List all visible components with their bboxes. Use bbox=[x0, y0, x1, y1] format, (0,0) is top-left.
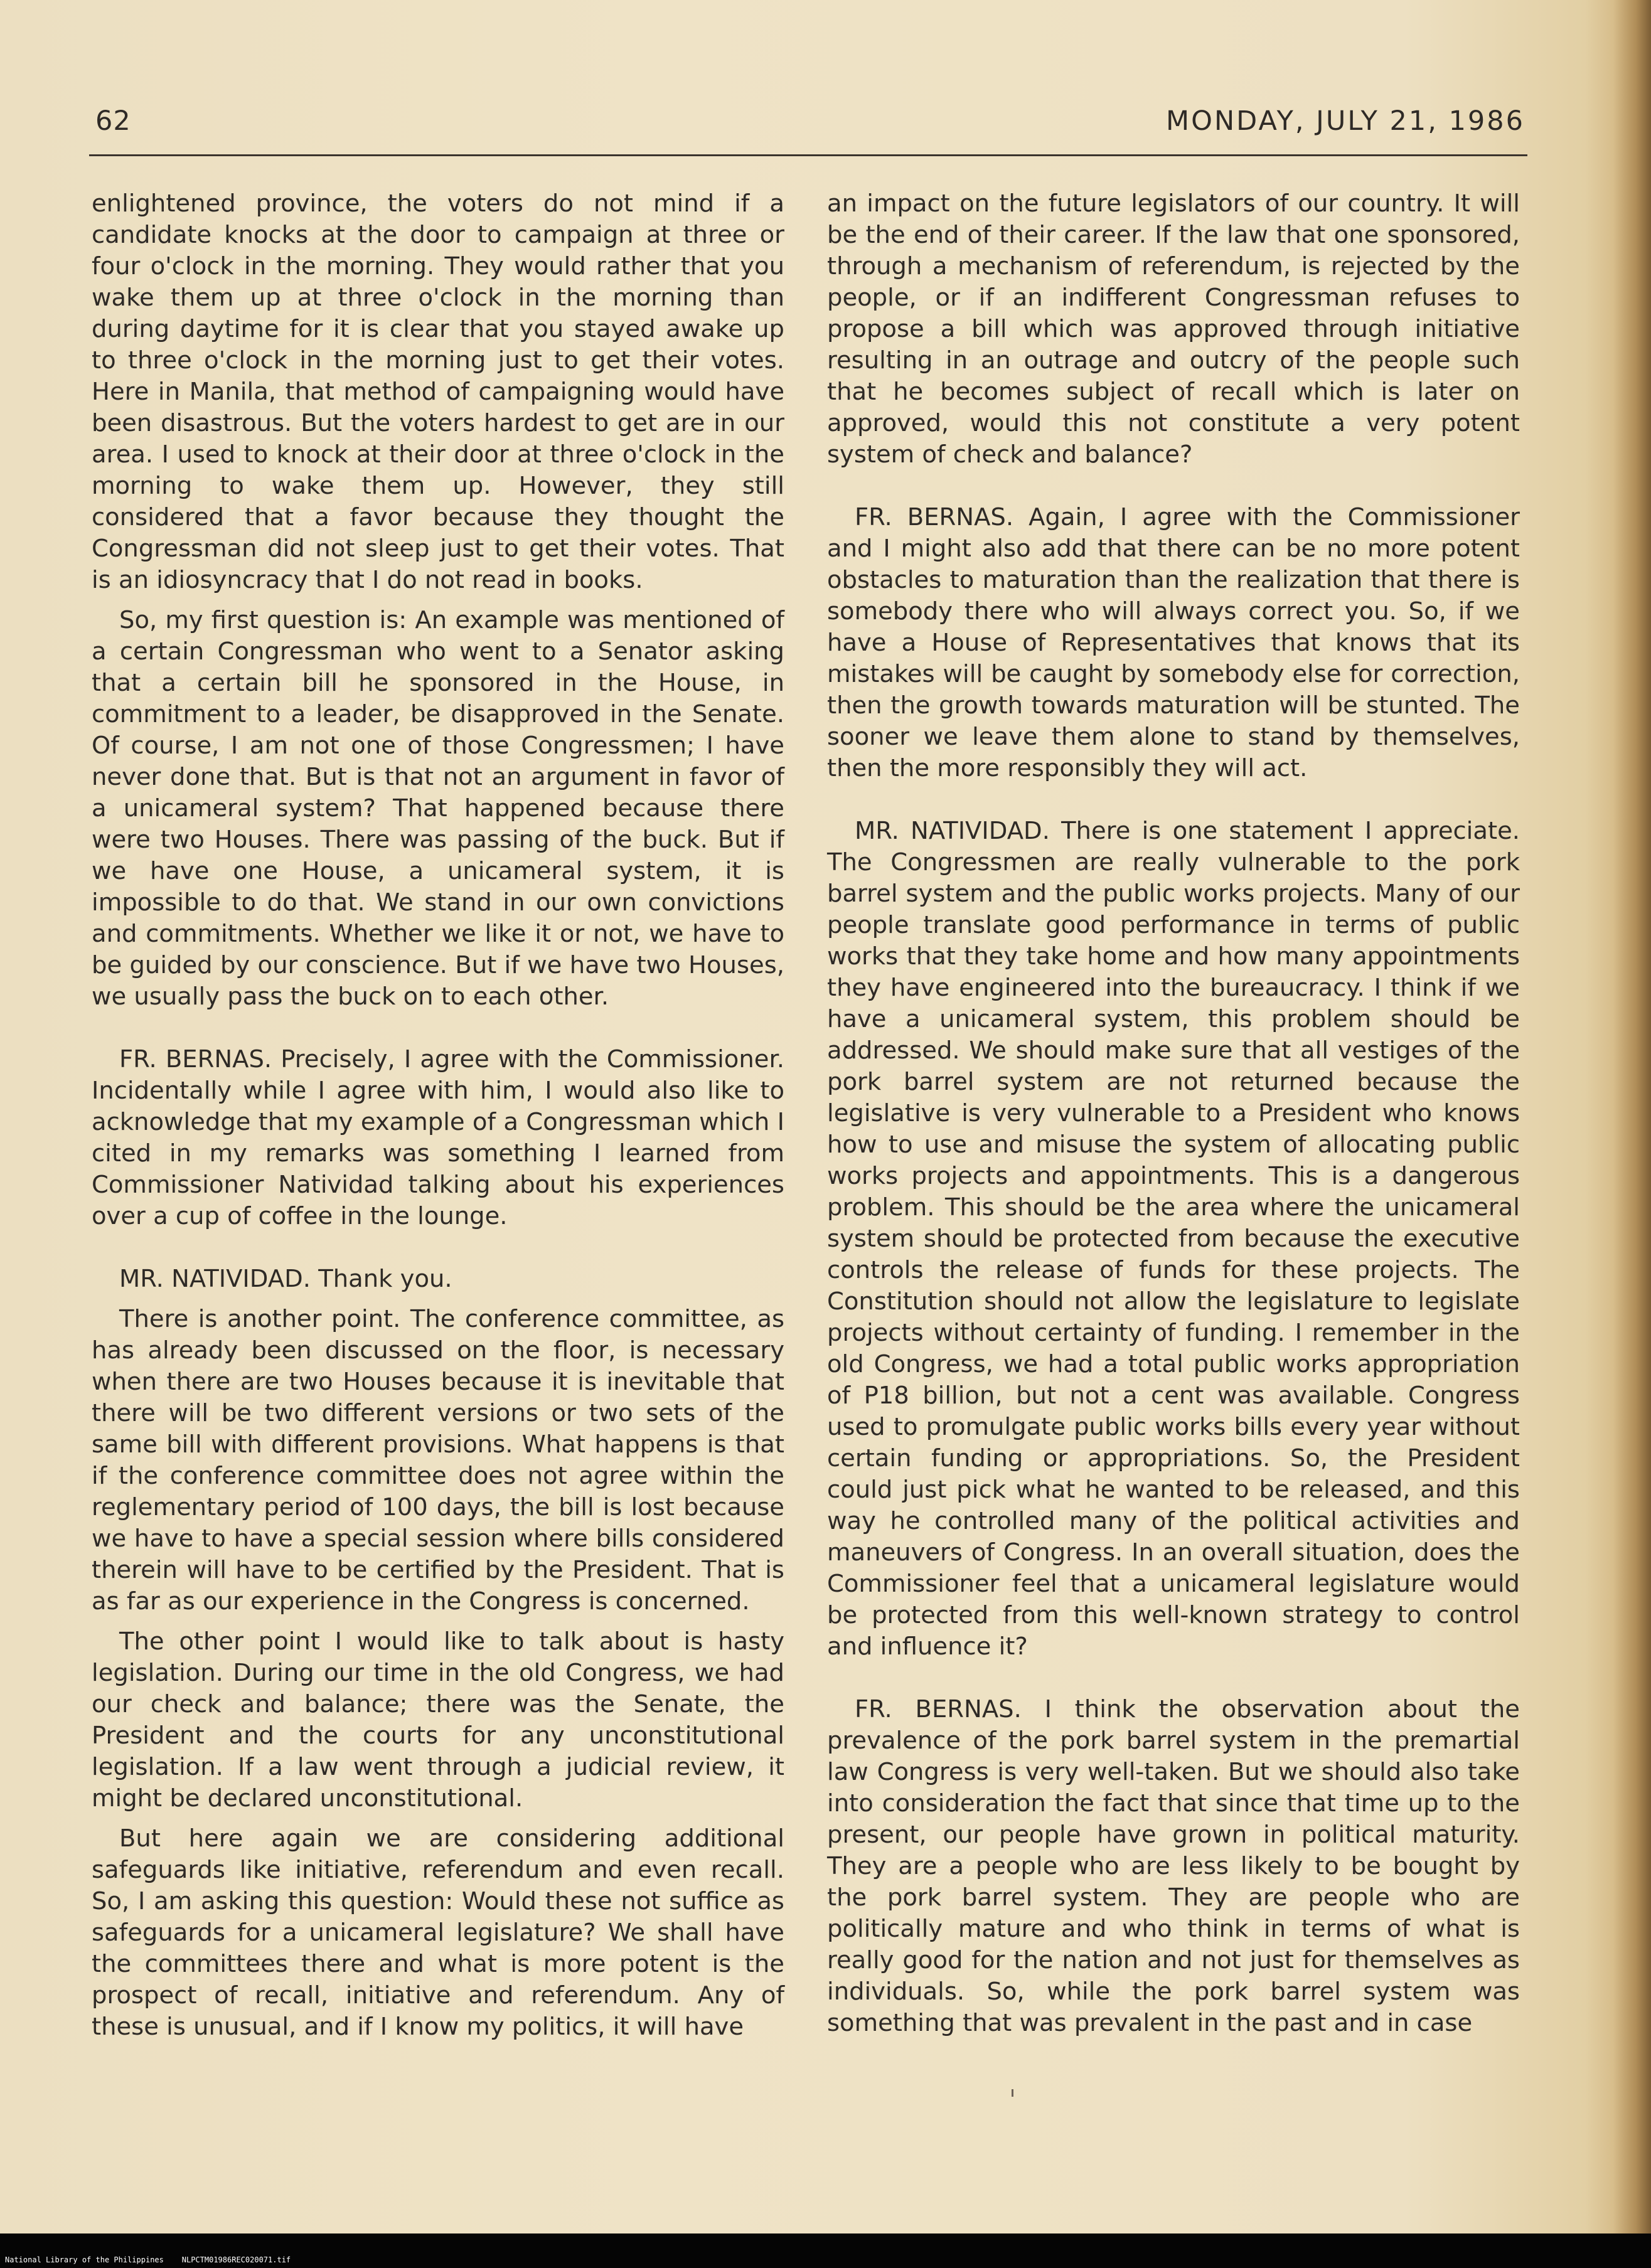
paragraph: MR. NATIVIDAD. There is one statement I appreciate. The Congressmen are really vulnerable to the pork barrel system and the public works projects. Many of our people translate good performance in terms of public works that they take home and how many appointments they have engineered into the bureaucracy. I think if we have a unicameral system, this problem should be addressed. We should make sure that all vestiges of the pork barrel system are not returned because the legislative is very vulnerable to a President who knows how to use and misuse the system of allocating public works projects and appointments. This is a dangerous problem. This should be the area where the unicameral system should be protected from because the executive controls the release of funds for these projects. The Constitution should not allow the legislature to legislate projects without certainty of funding. I remember in the old Congress, we had a total public works appropriation of P18 billion, but not a cent was available. Congress used to promulgate public works bills every year without certain funding or appropriations. So, the President could just pick what he wanted to be released, and this way he controlled many of the political activities and maneuvers of Congress. In an overall situation, does the Commissioner feel that a unicameral legislature would be protected from this well-known strategy to control and influence it? bbox=[827, 817, 1520, 1661]
scan-footer-label: National Library of the Philippines NLPCTM01986REC020071.tif bbox=[5, 2255, 291, 2264]
paragraph: FR. BERNAS. Precisely, I agree with the Commissioner. Incidentally while I agree with him, I would also like to acknowledge that my example of a Congressman which I cited in my remarks was something I learned from Commissioner Natividad talking about his experiences over a cup of coffee in the lounge. bbox=[92, 1045, 784, 1230]
paragraph: The other point I would like to talk about is hasty legislation. During our time in the old Congress, we had our check and balance; there was the Senate, the President and the courts for any unconstitutional legislation. If a law went through a judicial review, it might be declared unconstitutional. bbox=[92, 1627, 784, 1813]
paragraph: But here again we are considering additional safeguards like initiative, referendum and even recall. So, I am asking this question: Would these not suffice as safeguards for a unicameral legislature? We shall have the committees there and what is more potent is the prospect of recall, initiative and referendum. Any of these is unusual, and if I know my politics, it will have bbox=[92, 1824, 784, 2041]
paragraph: an impact on the future legislators of our country. It will be the end of their career. If the law that one sponsored, through a mechanism of referendum, is rejected by the people, or if an indifferent Congressman refuses to propose a bill which was approved through initiative resulting in an outrage and outcry of the people such that he becomes subject of recall which is later on approved, would this not constitute a very potent system of check and balance? bbox=[827, 189, 1520, 469]
paragraph: So, my first question is: An example was mentioned of a certain Congressman who went to a Senator asking that a certain bill he sponsored in the House, in commitment to a leader, be disapproved in the Senate. Of course, I am not one of those Congressmen; I have never done that. But is that not an argument in favor of a unicameral system? That happened because there were two Houses. There was passing of the buck. But if we have one House, a unicameral system, it is impossible to do that. We stand in our own convictions and commitments. Whether we like it or not, we have to be guided by our conscience. But if we have two Houses, we usually pass the buck on to each other. bbox=[92, 606, 784, 1011]
right-column bbox=[827, 188, 1520, 2039]
page-number: 62 bbox=[95, 105, 131, 137]
paragraph: enlightened province, the voters do not mind if a candidate knocks at the door to campaign at three or four o'clock in the morning. They would rather that you wake them up at three o'clock in the morning than during daytime for it is clear that you stayed awake up to three o'clock in the morning just to get their votes. Here in Manila, that method of campaigning would have been disastrous. But the voters hardest to get are in our area. I used to knock at their door at three o'clock in the morning to wake them up. However, they still considered that a favor because they thought the Congressman did not sleep just to get their votes. That is an idiosyncracy that I do not read in books. bbox=[92, 189, 784, 594]
page-header bbox=[94, 105, 1525, 149]
stray-ink-mark bbox=[1012, 2089, 1013, 2097]
book-spine-shadow bbox=[1613, 0, 1651, 2233]
header-date: MONDAY, JULY 21, 1986 bbox=[1166, 105, 1525, 137]
header-rule bbox=[89, 154, 1527, 156]
paragraph: There is another point. The conference committee, as has already been discussed on the floor, is necessary when there are two Houses because it is inevitable that there will be two different versions or two sets of the same bill with different provisions. What happens is that if the conference committee does not agree within the reglementary period of 100 days, the bill is lost because we have to have a special session where bills considered therein will have to be certified by the President. That is as far as our experience in the Congress is concerned. bbox=[92, 1305, 784, 1616]
paragraph: FR. BERNAS. I think the observation about the prevalence of the pork barrel system in the premartial law Congress is very well-taken. But we should also take into consideration the fact that since that time up to the present, our people have grown in political maturity. They are a people who are less likely to be bought by the pork barrel system. They are people who are politically mature and who think in terms of what is really good for the nation and not just for themselves as individuals. So, while the pork barrel system was something that was prevalent in the past and in case bbox=[827, 1695, 1520, 2037]
paragraph: MR. NATIVIDAD. Thank you. bbox=[119, 1265, 452, 1293]
paragraph: FR. BERNAS. Again, I agree with the Commissioner and I might also add that there can be no more potent obstacles to maturation than the realization that there is somebody there who will always correct you. So, if we have a House of Representatives that knows that its mistakes will be caught by somebody else for correction, then the growth towards maturation will be stunted. The sooner we leave them alone to stand by themselves, then the more responsibly they will act. bbox=[827, 503, 1520, 782]
left-column bbox=[92, 188, 784, 2043]
